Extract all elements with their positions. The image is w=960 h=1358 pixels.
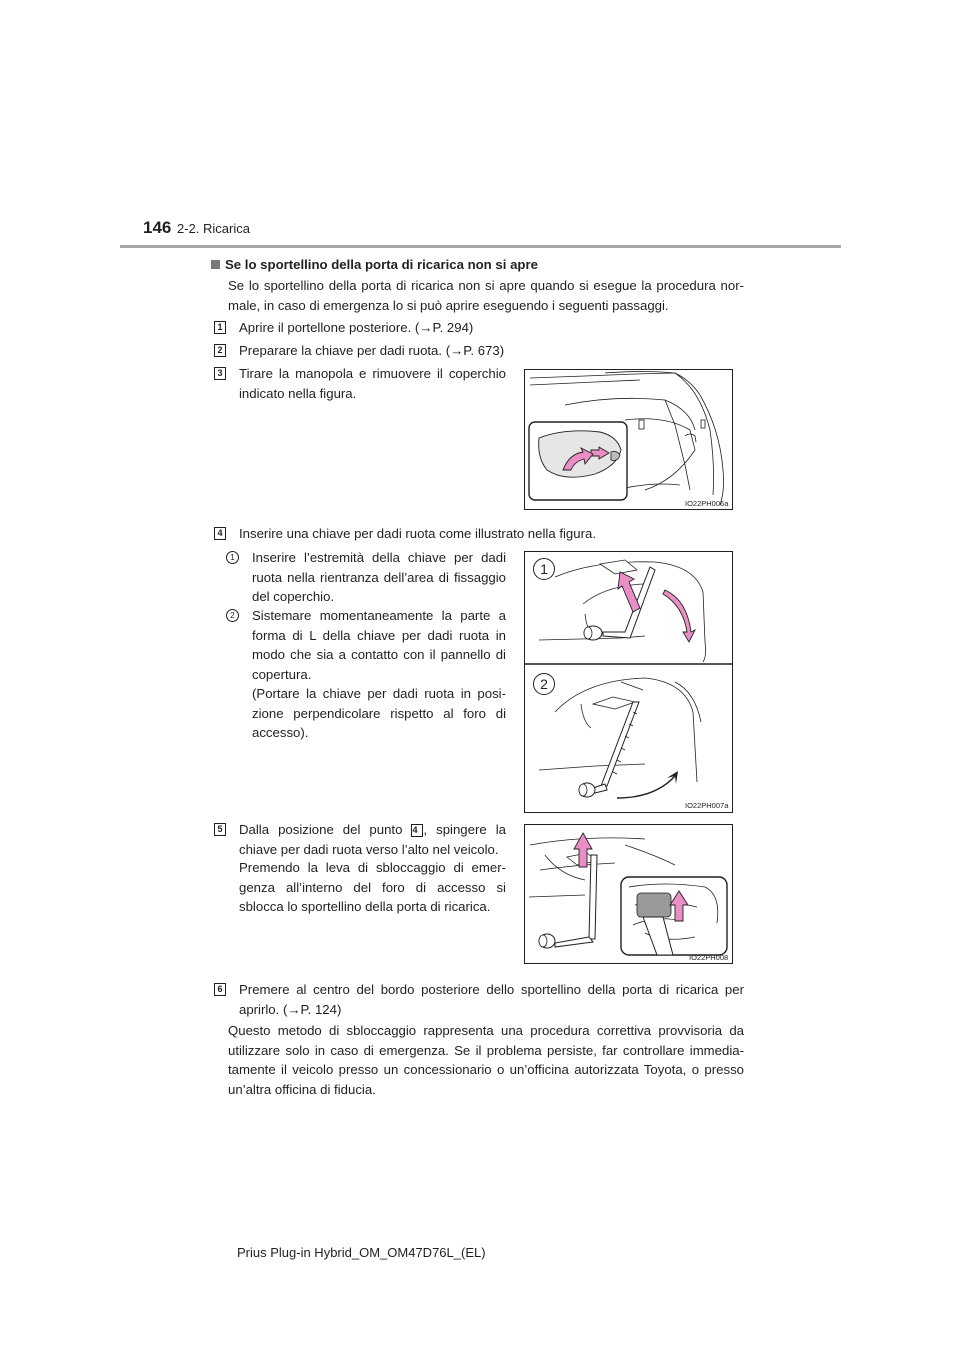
substep-2-text: Sistemare momentaneamente la parte a forma di L della chiave per dadi ruota in modo che sia a contatto con il pannello di copertura. — [252, 608, 506, 682]
substep-2-note: (Portare la chiave per dadi ruota in posi-zione perpendicolare rispetto al foro di accesso). — [252, 686, 506, 740]
figure-remove-cover-drawing — [525, 370, 732, 509]
figure-push-wrench-drawing — [525, 825, 732, 963]
step-6-number: 6 — [214, 983, 226, 996]
substep-1-text: Inserire l’estremità della chiave per dadi ruota nella rientranza dell’area di fissaggio del coperchio. — [252, 550, 506, 604]
figure-1-code: IO22PH006a — [685, 499, 729, 508]
step-2-text: Preparare la chiave per dadi ruota. (→P. 673) — [239, 343, 505, 358]
step-5-number: 5 — [214, 823, 226, 836]
substep-1-number: 1 — [226, 551, 239, 564]
figure-insert-wrench-drawing — [525, 552, 732, 812]
figure-insert-wrench — [524, 551, 733, 813]
square-bullet-icon — [211, 260, 220, 269]
step-2-number: 2 — [214, 344, 226, 357]
procedure-heading: Se lo sportellino della porta di ricarica non si apre — [211, 257, 538, 272]
step-5-note: Premendo la leva di sbloccaggio di emer-genza all’interno del foro di accesso si sblocca lo sportellino della porta di ricarica. — [239, 860, 506, 914]
section-title: 2-2. Ricarica — [177, 221, 250, 236]
figure-3-code: IO22PH008 — [689, 953, 729, 962]
substep-2-number: 2 — [226, 609, 239, 622]
footer-document-id: Prius Plug-in Hybrid_OM_OM47D76L_(EL) — [237, 1245, 486, 1260]
step-1-text: Aprire il portellone posteriore. (→P. 294) — [239, 320, 474, 335]
step-3-number: 3 — [214, 367, 226, 380]
figure-push-wrench — [524, 824, 733, 964]
figure-2-label-1: 1 — [533, 558, 555, 580]
step-4-text: Inserire una chiave per dadi ruota come illustrato nella figura. — [239, 526, 596, 541]
step-5-ref-box: 4 — [411, 824, 423, 837]
step-4-number: 4 — [214, 527, 226, 540]
step-3-text: Tirare la manopola e rimuovere il coperchio indicato nella figura. — [239, 366, 506, 401]
intro-paragraph: Se lo sportellino della porta di ricarica non si apre quando si esegue la procedura nor-male, in caso di emergenza lo si può aprire eseguendo i seguenti passaggi. — [228, 278, 744, 313]
figure-2-code: IO22PH007a — [685, 801, 729, 810]
figure-2-label-2: 2 — [533, 673, 555, 695]
step-6-text: Premere al centro del bordo posteriore dello sportellino della porta di ricarica per aprirlo. (→P. 124) — [239, 982, 744, 1017]
closing-paragraph: Questo metodo di sbloccaggio rappresenta una procedura correttiva provvisoria da utilizzare solo in caso di emergenza. Se il problema persiste, far controllare immedia-tamente il veicolo presso un concessionario o un’officina autorizzata Toyota, o presso un’altra officina di fiducia. — [228, 1023, 744, 1097]
step-5-text: Dalla posizione del punto 4 , spingere la chiave per dadi ruota verso l’alto nel veicolo. — [239, 822, 506, 857]
step-1-number: 1 — [214, 321, 226, 334]
figure-remove-cover — [524, 369, 733, 510]
page-number: 146 — [143, 218, 172, 237]
header-rule — [120, 245, 841, 248]
